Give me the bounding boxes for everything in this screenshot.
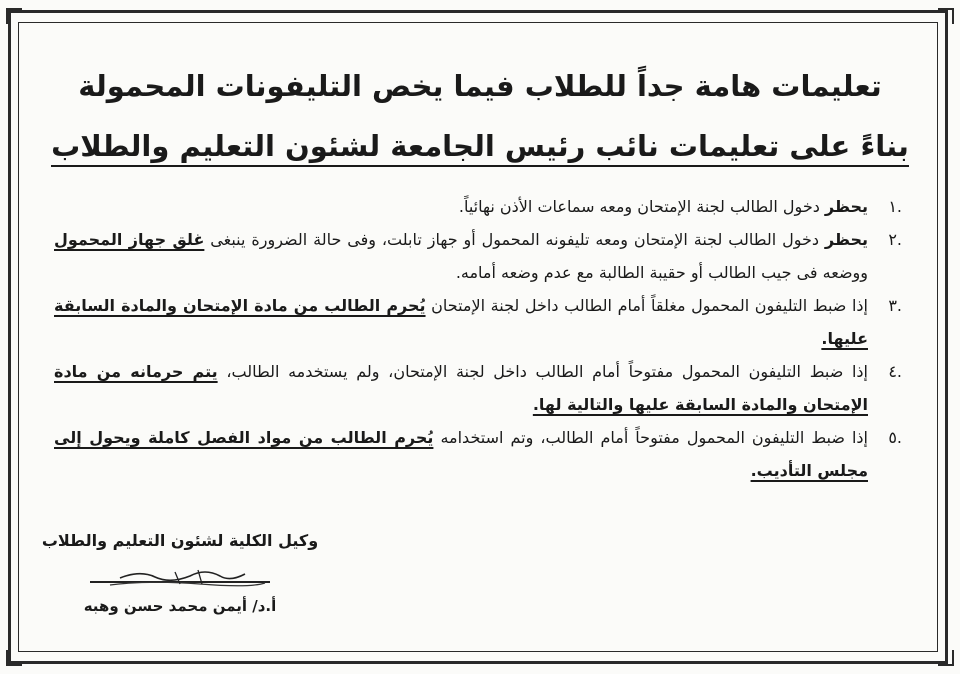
item-number: .٣ (888, 296, 902, 315)
instructions-list (54, 190, 902, 487)
item-text: ووضعه فى جيب الطالب أو حقيبة الطالبة مع عدم وضعه أمامه. (455, 263, 868, 282)
signatory-name: أ.د/ أيمن محمد حسن وهبه (83, 597, 277, 615)
item-lead: يحظر (824, 230, 868, 249)
signature-scribble (80, 564, 280, 592)
list-item (54, 289, 902, 355)
list-item (54, 190, 902, 223)
corner-ornament (938, 650, 954, 666)
item-text: دخول الطالب لجنة الإمتحان ومعه سماعات الأذن نهائياً. (458, 197, 825, 216)
item-emphasis: يُحرم الطالب من مواد الفصل كاملة ويحول إلى مجلس التأديب. (54, 428, 868, 480)
item-number: .١ (888, 197, 902, 216)
corner-ornament (938, 8, 954, 24)
item-number: .٥ (888, 428, 902, 447)
item-emphasis: يُحرم الطالب من مادة الإمتحان والمادة السابقة عليها. (54, 296, 868, 348)
item-text: إذا ضبط التليفون المحمول مفتوحاً أمام الطالب، وتم استخدامه (433, 428, 869, 447)
item-text: إذا ضبط التليفون المحمول مغلقاً أمام الطالب داخل لجنة الإمتحان (425, 296, 868, 315)
handwritten-signature (80, 564, 280, 592)
item-emphasis: يتم حرمانه من مادة الإمتحان والمادة السابقة عليها والتالية لها. (54, 362, 868, 414)
list-item (54, 223, 902, 289)
corner-ornament (6, 8, 22, 24)
list-item (54, 421, 902, 487)
item-text: إذا ضبط التليفون المحمول مفتوحاً أمام الطالب داخل لجنة الإمتحان، ولم يستخدمه الطالب، (217, 362, 869, 381)
notice-subtitle: بناءً على تعليمات نائب رئيس الجامعة لشئون التعليم والطلاب (30, 126, 930, 166)
item-number: .٤ (888, 362, 902, 381)
corner-ornament (6, 650, 22, 666)
item-text: دخول الطالب لجنة الإمتحان ومعه تليفونه المحمول أو جهاز تابلت، وفى حالة الضرورة ينبغى (204, 230, 825, 249)
item-number: .٢ (888, 230, 902, 249)
signatory-title: وكيل الكلية لشئون التعليم والطلاب (41, 531, 319, 550)
item-lead: يحظر (824, 197, 868, 216)
item-emphasis: غلق جهاز المحمول (54, 230, 205, 249)
notice-title: تعليمات هامة جداً للطلاب فيما يخص التليفونات المحمولة (78, 69, 882, 103)
notice-content (30, 40, 930, 650)
list-item (54, 355, 902, 421)
signature-block (40, 528, 320, 618)
